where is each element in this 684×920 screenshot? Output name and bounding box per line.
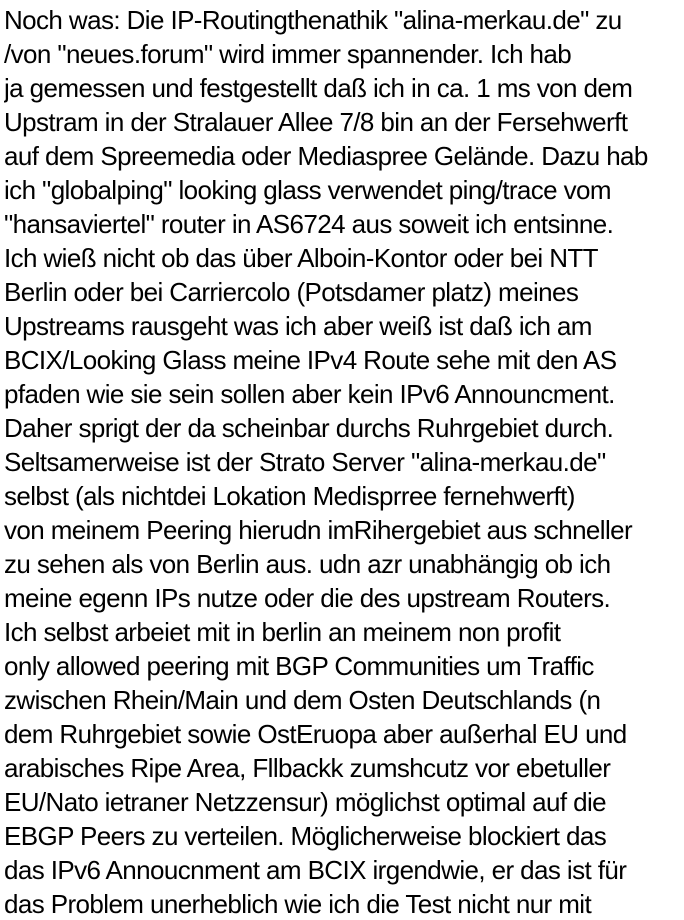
text-line: only allowed peering mit BGP Communities um Traffic bbox=[4, 651, 594, 681]
text-line: Upstreams rausgeht was ich aber weiß ist daß ich am bbox=[4, 311, 592, 341]
text-line: EBGP Peers zu verteilen. Möglicherweise blockiert das bbox=[4, 821, 607, 851]
text-line: von meinem Peering hierudn imRihergebiet aus schneller bbox=[4, 515, 633, 545]
text-line: das Problem unerheblich wie ich die Test nicht nur mit bbox=[4, 889, 592, 919]
text-line: pfaden wie sie sein sollen aber kein IPv6 Announcment. bbox=[4, 379, 615, 409]
text-line: EU/Nato ietraner Netzzensur) möglichst optimal auf die bbox=[4, 787, 606, 817]
text-line: Seltsamerweise ist der Strato Server "alina-merkau.de" bbox=[4, 447, 606, 477]
text-line: ich "globalping" looking glass verwendet ping/trace vom bbox=[4, 175, 611, 205]
text-line: BCIX/Looking Glass meine IPv4 Route sehe mit den AS bbox=[4, 345, 617, 375]
text-line: /von "neues.forum" wird immer spannender. Ich hab bbox=[4, 39, 572, 69]
text-body bbox=[4, 3, 684, 920]
text-line: meine egenn IPs nutze oder die des upstream Routers. bbox=[4, 583, 611, 613]
text-line: auf dem Spreemedia oder Mediaspree Gelände. Dazu hab bbox=[4, 141, 648, 171]
text-line: Upstram in der Stralauer Allee 7/8 bin an der Fersehwerft bbox=[4, 107, 628, 137]
text-line: zwischen Rhein/Main und dem Osten Deutschlands (n bbox=[4, 685, 601, 715]
text-line: selbst (als nichtdei Lokation Medisprree fernehwerft) bbox=[4, 481, 575, 511]
text-line: Noch was: Die IP-Routingthenathik "alina-merkau.de" zu bbox=[4, 5, 622, 35]
text-line: Ich selbst arbeiet mit in berlin an meinem non profit bbox=[4, 617, 561, 647]
text-line: Ich wieß nicht ob das über Alboin-Kontor oder bei NTT bbox=[4, 243, 598, 273]
text-line: arabisches Ripe Area, Fllbackk zumshcutz vor ebetuller bbox=[4, 753, 611, 783]
text-line: dem Ruhrgebiet sowie OstEruopa aber außerhal EU und bbox=[4, 719, 627, 749]
text-line: ja gemessen und festgestellt daß ich in ca. 1 ms von dem bbox=[4, 73, 633, 103]
text-line: "hansaviertel" router in AS6724 aus soweit ich entsinne. bbox=[4, 209, 614, 239]
text-line: Daher sprigt der da scheinbar durchs Ruhrgebiet durch. bbox=[4, 413, 614, 443]
text-line: zu sehen als von Berlin aus. udn azr unabhängig ob ich bbox=[4, 549, 611, 579]
text-line: das IPv6 Annoucnment am BCIX irgendwie, er das ist für bbox=[4, 855, 627, 885]
text-line: Berlin oder bei Carriercolo (Potsdamer platz) meines bbox=[4, 277, 579, 307]
